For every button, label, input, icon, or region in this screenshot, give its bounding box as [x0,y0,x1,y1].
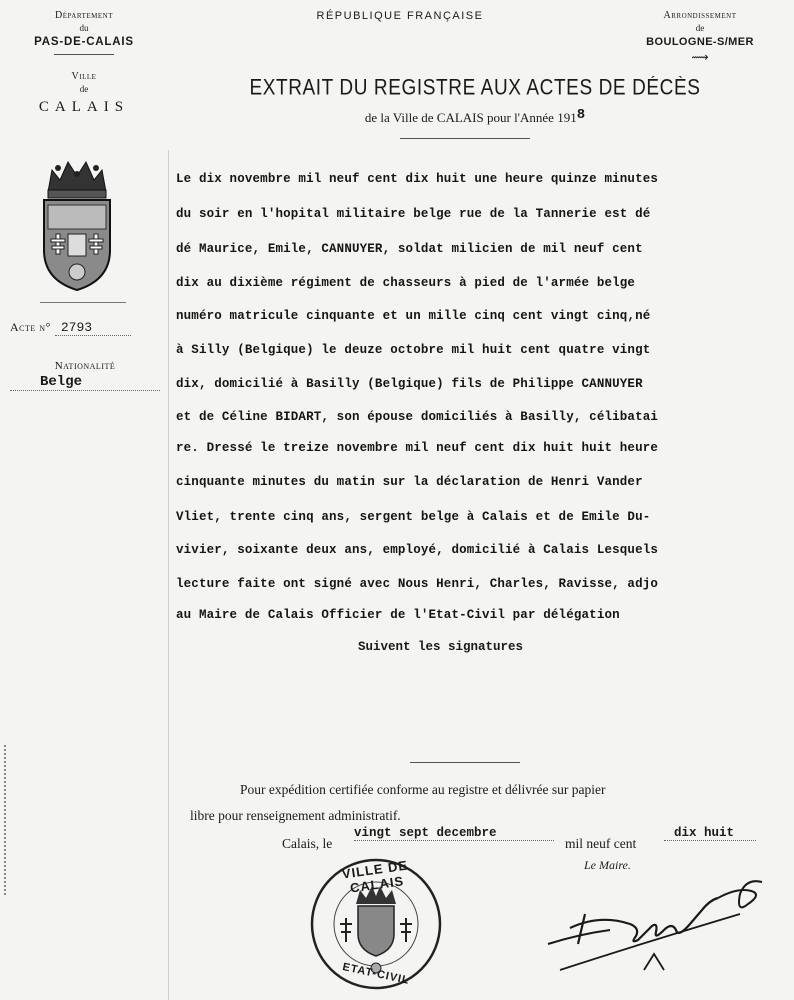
du-label: du [79,23,89,33]
body-line: cinquante minutes du matin sur la déclaration de Henri Vander [176,475,643,489]
certification-line-1: Pour expédition certifiée conforme au registre et délivrée sur papier [240,782,606,797]
certification-date-day: vingt sept decembre [354,826,554,841]
subtitle-text: de la Ville de CALAIS pour l'Année 191 [364,110,577,125]
certification-line-2: libre pour renseignement administratif. [190,808,401,823]
departement-label: Département [55,10,113,21]
body-line: lecture faite ont signé avec Nous Henri, Charles, Ravisse, adjo [176,577,659,591]
body-line: au Maire de Calais Officier de l'Etat-Civil par délégation [176,608,620,622]
body-line: du soir en l'hopital militaire belge rue de la Tannerie est dé [176,207,651,221]
margin-line [168,150,169,1000]
body-line: dix au dixième régiment de chasseurs à pied de l'armée belge [176,276,636,290]
body-line: vivier, soixante deux ans, employé, domicilié à Calais Lesquels [176,543,659,557]
body-line: numéro matricule cinquante et un mille cinq cent vingt cinq,né [176,309,651,323]
de-label: de [79,84,89,94]
maire-label: Le Maire. [584,858,631,872]
ville-name: CALAIS [38,99,130,115]
divider [40,302,126,303]
ville-label: Ville [71,71,97,82]
body-line: et de Céline BIDART, son épouse domiciliés à Basilly, célibatai [176,410,659,424]
nationalite-value: Belge [10,374,160,391]
republique-title: RÉPUBLIQUE FRANÇAISE [316,10,484,22]
stamp-top-text: VILLE DE CALAIS [340,857,409,896]
ornament-icon: ⟿ [691,50,709,64]
divider [410,762,520,763]
divider [400,138,530,139]
certification-place: Calais, le [282,836,333,851]
acte-label: Acte n° [10,320,51,334]
year-digit: 8 [576,107,586,123]
header-left-block [0,10,168,117]
body-line: Vliet, trente cinq ans, sergent belge à Calais et de Emile Du- [176,510,651,524]
body-line: Le dix novembre mil neuf cent dix huit une heure quinze minutes [176,172,659,186]
official-stamp [308,856,444,992]
body-line: dé Maurice, Emile, CANNUYER, soldat milicien de mil neuf cent [176,242,643,256]
certification-date-year: dix huit [664,826,756,841]
body-line: à Silly (Belgique) le deuze octobre mil huit cent quatre vingt [176,343,651,357]
document-subtitle [170,107,780,127]
signatures-line: Suivent les signatures [358,640,524,654]
body-line: re. Dressé le treize novembre mil neuf cent dix huit huit heure [176,441,659,455]
arrondissement-name: BOULOGNE-S/MER [646,36,754,48]
certification-mil-neuf-cent: mil neuf cent [565,836,637,851]
de-label: de [695,23,705,33]
document-title: EXTRAIT DU REGISTRE AUX ACTES DE DÉCÈS [249,76,701,101]
nationalite-block [10,360,160,391]
acte-number: 2793 [55,320,131,336]
margin-print-mark [4,745,10,895]
mayor-signature-icon [540,874,780,984]
coat-of-arms-icon [38,150,116,295]
header-right-block [610,10,790,64]
departement-name: PAS-DE-CALAIS [34,36,134,48]
body-line: dix, domicilié à Basilly (Belgique) fils de Philippe CANNUYER [176,377,643,391]
arrondissement-label: Arrondissement [663,10,737,21]
divider [54,54,114,55]
stamp-bottom-text: ETAT-CIVIL [341,961,411,987]
nationalite-label: Nationalité [54,360,116,372]
acte-block [10,318,160,336]
